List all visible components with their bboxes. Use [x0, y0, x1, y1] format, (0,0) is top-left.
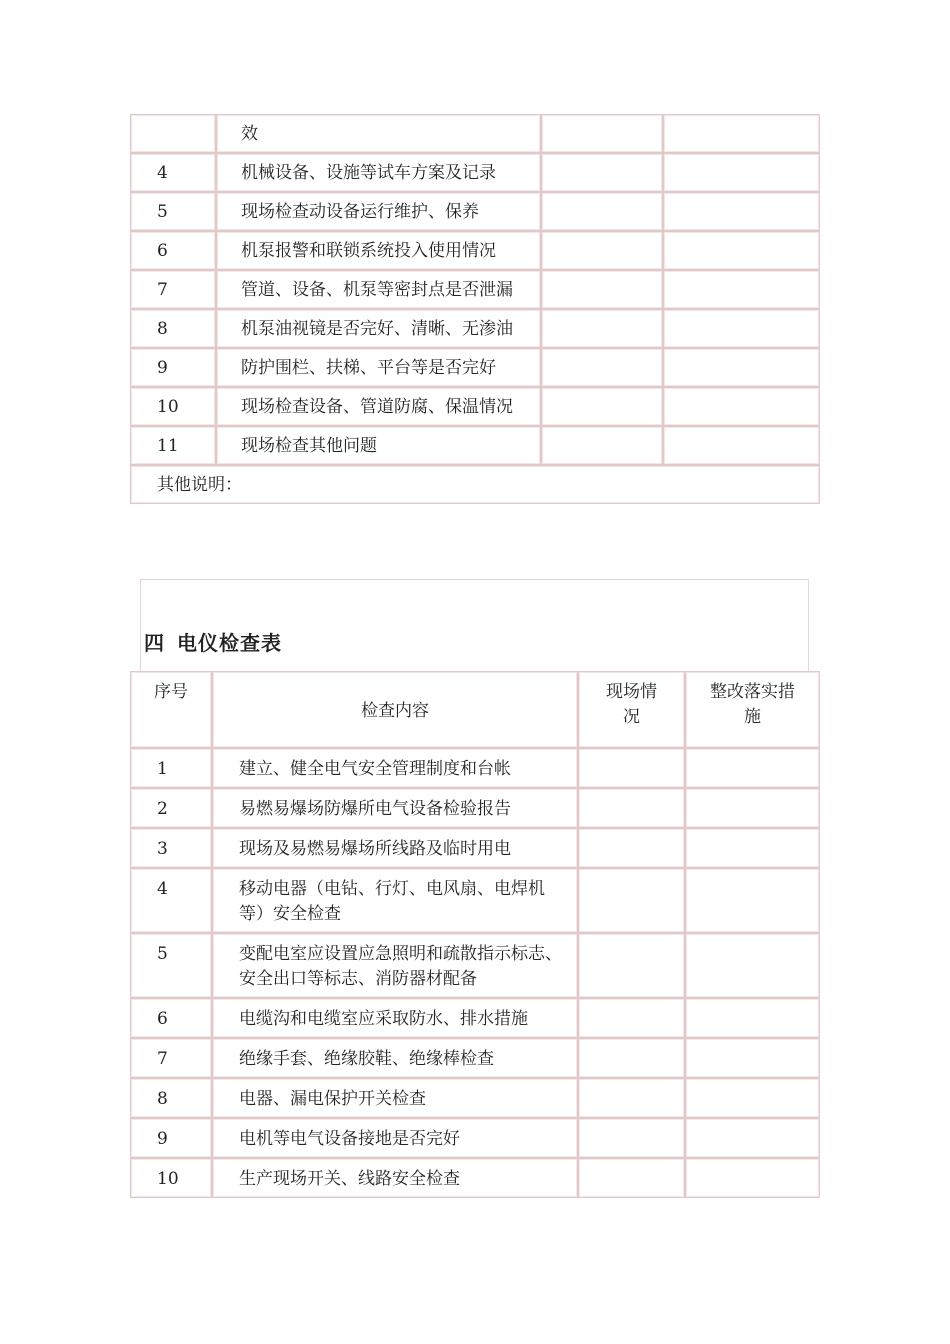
check-content: 机泵报警和联锁系统投入使用情况 — [216, 231, 541, 270]
situation-cell[interactable] — [541, 387, 663, 426]
table-row — [130, 788, 820, 828]
header-number: 序号 — [130, 671, 212, 748]
measures-cell[interactable] — [663, 348, 820, 387]
table-row — [130, 1158, 820, 1198]
table-row — [130, 998, 820, 1038]
header-measures: 整改落实措施 — [685, 671, 820, 748]
row-number: 6 — [130, 998, 212, 1038]
measures-cell[interactable] — [663, 231, 820, 270]
measures-cell[interactable] — [685, 998, 820, 1038]
check-content: 现场检查设备、管道防腐、保温情况 — [216, 387, 541, 426]
section-heading — [144, 627, 282, 656]
check-content: 电器、漏电保护开关检查 — [212, 1078, 578, 1118]
table-row — [130, 192, 820, 231]
header-situation: 现场情况 — [578, 671, 685, 748]
situation-cell[interactable] — [578, 868, 685, 933]
notes-row — [130, 465, 820, 504]
check-content: 电缆沟和电缆室应采取防水、排水措施 — [212, 998, 578, 1038]
table-row — [130, 868, 820, 933]
row-number: 5 — [130, 933, 212, 998]
measures-cell[interactable] — [685, 933, 820, 998]
check-content-line: 变配电室应设置应急照明和疏散指示标志、 — [239, 944, 562, 964]
electrical-check-table — [130, 671, 820, 1198]
situation-cell[interactable] — [578, 1078, 685, 1118]
table-row — [130, 748, 820, 788]
other-notes[interactable]: 其他说明： — [130, 465, 820, 504]
table-row — [130, 828, 820, 868]
measures-cell[interactable] — [685, 748, 820, 788]
table-row — [130, 231, 820, 270]
header-content: 检查内容 — [212, 671, 578, 748]
check-content: 现场及易燃易爆场所线路及临时用电 — [212, 828, 578, 868]
check-content: 现场检查其他问题 — [216, 426, 541, 465]
situation-cell[interactable] — [541, 426, 663, 465]
measures-cell[interactable] — [663, 114, 820, 153]
measures-cell[interactable] — [685, 1038, 820, 1078]
check-content: 移动电器（电钻、行灯、电风扇、电焊机等）安全检查 — [212, 868, 578, 933]
table-row — [130, 1038, 820, 1078]
situation-cell[interactable] — [541, 114, 663, 153]
equipment-check-table — [130, 114, 820, 504]
table-row — [130, 1118, 820, 1158]
situation-cell[interactable] — [541, 192, 663, 231]
row-number: 7 — [130, 1038, 212, 1078]
row-number: 6 — [130, 231, 216, 270]
row-number: 3 — [130, 828, 212, 868]
check-content: 管道、设备、机泵等密封点是否泄漏 — [216, 270, 541, 309]
section-number: 四 — [144, 631, 165, 655]
check-content-line: 安全出口等标志、消防器材配备 — [239, 969, 477, 989]
situation-cell[interactable] — [541, 153, 663, 192]
situation-cell[interactable] — [578, 1038, 685, 1078]
measures-cell[interactable] — [685, 1078, 820, 1118]
check-content: 电机等电气设备接地是否完好 — [212, 1118, 578, 1158]
row-number: 4 — [130, 153, 216, 192]
check-content: 效 — [216, 114, 541, 153]
heading-frame — [140, 579, 809, 671]
situation-cell[interactable] — [578, 1158, 685, 1198]
row-number: 10 — [130, 387, 216, 426]
section-title: 电仪检查表 — [177, 631, 282, 655]
measures-cell[interactable] — [663, 309, 820, 348]
table-row — [130, 114, 820, 153]
row-number: 11 — [130, 426, 216, 465]
situation-cell[interactable] — [541, 270, 663, 309]
check-content: 绝缘手套、绝缘胶鞋、绝缘棒检查 — [212, 1038, 578, 1078]
row-number: 4 — [130, 868, 212, 933]
row-number: 8 — [130, 309, 216, 348]
header-row — [130, 671, 820, 748]
measures-cell[interactable] — [663, 192, 820, 231]
row-number: 7 — [130, 270, 216, 309]
measures-cell[interactable] — [663, 426, 820, 465]
situation-cell[interactable] — [578, 933, 685, 998]
situation-cell[interactable] — [541, 348, 663, 387]
measures-cell[interactable] — [663, 270, 820, 309]
check-content: 易燃易爆场防爆所电气设备检验报告 — [212, 788, 578, 828]
check-content: 现场检查动设备运行维护、保养 — [216, 192, 541, 231]
situation-cell[interactable] — [578, 998, 685, 1038]
check-content: 防护围栏、扶梯、平台等是否完好 — [216, 348, 541, 387]
situation-cell[interactable] — [541, 231, 663, 270]
check-content: 机泵油视镜是否完好、清晰、无渗油 — [216, 309, 541, 348]
measures-cell[interactable] — [663, 387, 820, 426]
measures-cell[interactable] — [685, 788, 820, 828]
measures-cell[interactable] — [685, 1158, 820, 1198]
check-content: 机械设备、设施等试车方案及记录 — [216, 153, 541, 192]
measures-cell[interactable] — [685, 868, 820, 933]
row-number: 10 — [130, 1158, 212, 1198]
table-row — [130, 387, 820, 426]
situation-cell[interactable] — [578, 748, 685, 788]
table-row — [130, 1078, 820, 1118]
row-number — [130, 114, 216, 153]
situation-cell[interactable] — [541, 309, 663, 348]
table-row — [130, 933, 820, 998]
check-content: 建立、健全电气安全管理制度和台帐 — [212, 748, 578, 788]
row-number: 9 — [130, 1118, 212, 1158]
situation-cell[interactable] — [578, 788, 685, 828]
situation-cell[interactable] — [578, 1118, 685, 1158]
table-row — [130, 426, 820, 465]
check-content — [212, 933, 578, 998]
table-row — [130, 270, 820, 309]
row-number: 5 — [130, 192, 216, 231]
situation-cell[interactable] — [578, 828, 685, 868]
row-number: 9 — [130, 348, 216, 387]
measures-cell[interactable] — [663, 153, 820, 192]
row-number: 1 — [130, 748, 212, 788]
measures-cell[interactable] — [685, 828, 820, 868]
check-content: 生产现场开关、线路安全检查 — [212, 1158, 578, 1198]
table-row — [130, 348, 820, 387]
table-row — [130, 309, 820, 348]
measures-cell[interactable] — [685, 1118, 820, 1158]
row-number: 8 — [130, 1078, 212, 1118]
table-row — [130, 153, 820, 192]
row-number: 2 — [130, 788, 212, 828]
